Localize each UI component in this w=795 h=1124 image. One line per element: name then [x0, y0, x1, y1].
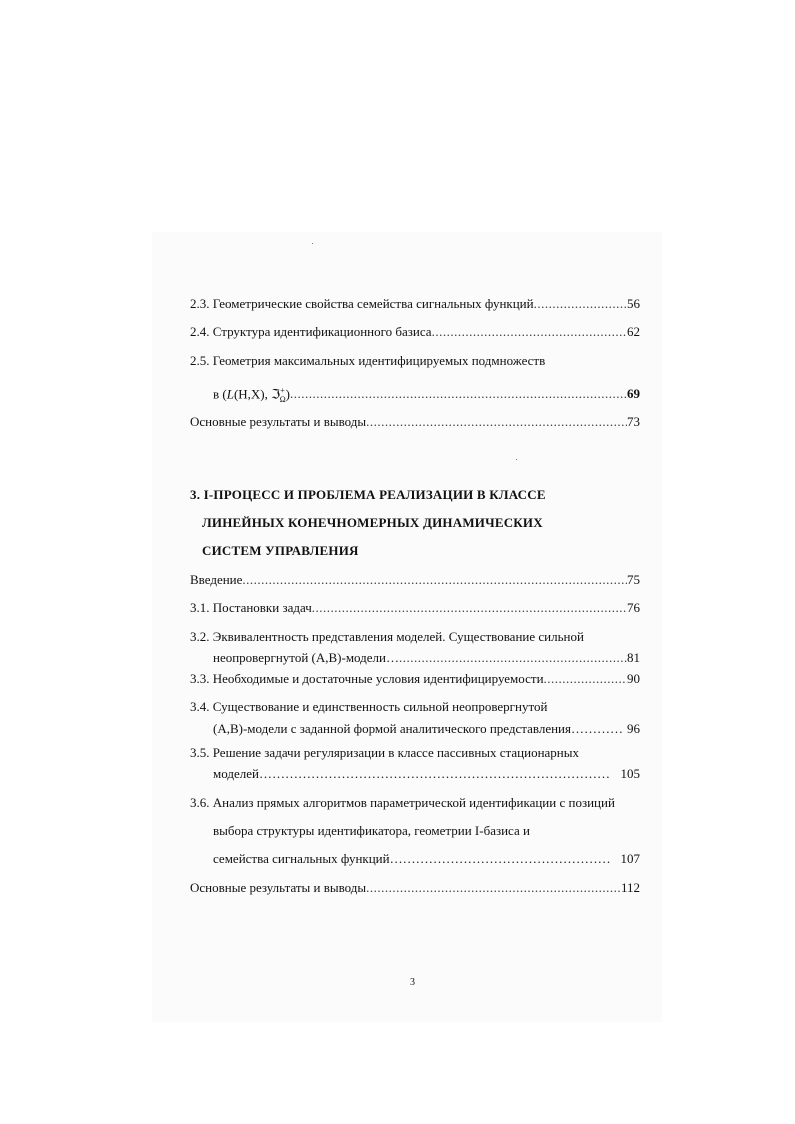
- dot-leader: [544, 671, 627, 687]
- toc-entry-3-5-line2[interactable]: [213, 766, 640, 782]
- toc-entry-page: 76: [627, 600, 640, 615]
- toc-entry-title: семейства сигнальных функций……………………………………………: [213, 851, 611, 866]
- toc-entry-page: 96: [627, 721, 640, 736]
- dot-leader: [290, 386, 627, 402]
- toc-entry-title: 2.4. Структура идентификационного базиса: [190, 324, 432, 339]
- toc-entry-2-5-line1: 2.5. Геометрия максимальных идентифицируемых подмножеств: [190, 353, 546, 368]
- toc-entry-title: Основные результаты и выводы: [190, 880, 367, 895]
- dot-leader: [312, 600, 627, 616]
- toc-entry-title: Основные результаты и выводы: [190, 414, 367, 429]
- toc-entry-page: 90: [627, 671, 640, 686]
- dot-leader: [432, 324, 627, 340]
- toc-entry-title: моделей………………………………………………………………………: [213, 766, 610, 781]
- section-3-heading-line2: ЛИНЕЙНЫХ КОНЕЧНОМЕРНЫХ ДИНАМИЧЕСКИХ: [202, 515, 543, 530]
- toc-entry-results-2[interactable]: [190, 414, 640, 430]
- toc-entry-3-4-line2[interactable]: [213, 721, 640, 737]
- dot-leader: [242, 572, 627, 588]
- toc-entry-page: 75: [627, 572, 640, 587]
- toc-entry-page: 69: [627, 386, 640, 402]
- toc-entry-2-4[interactable]: [190, 324, 640, 340]
- toc-entry-3-6-line2: выбора структуры идентификатора, геометрии I-базиса и: [213, 823, 530, 838]
- toc-entry-title: 2.3. Геометрические свойства семейства сигнальных функций: [190, 296, 534, 311]
- section-3-heading-line1: 3. I-ПРОЦЕСС И ПРОБЛЕМА РЕАЛИЗАЦИИ В КЛАССЕ: [190, 487, 546, 502]
- toc-entry-page: 62: [627, 324, 640, 339]
- section-3-heading-line3: СИСТЕМ УПРАВЛЕНИЯ: [202, 543, 359, 558]
- toc-entry-2-3[interactable]: [190, 296, 640, 312]
- toc-entry-2-5-line2[interactable]: [213, 383, 640, 408]
- scan-speck: [516, 459, 517, 460]
- toc-entry-title: неопровергнутой (A,B)-модели…: [213, 650, 399, 665]
- toc-entry-title: (A,B)-модели с заданной формой аналитического представления…………: [213, 721, 623, 736]
- toc-entry-page: 107: [620, 851, 640, 866]
- toc-entry-results-3[interactable]: [190, 880, 640, 896]
- toc-entry-page: 81: [627, 650, 640, 665]
- toc-entry-3-5-line1: 3.5. Решение задачи регуляризации в классе пассивных стационарных: [190, 745, 579, 760]
- toc-entry-page: 105: [620, 766, 640, 781]
- toc-entry-3-4-line1: 3.4. Существование и единственность сильной неопровергнутой: [190, 699, 548, 714]
- toc-entry-formula: в (L(H,X), ℑ+$_\Omega$): [213, 386, 291, 404]
- toc-entry-3-6-line3[interactable]: [213, 851, 640, 867]
- dot-leader: [534, 296, 627, 312]
- toc-entry-page: 56: [627, 296, 640, 311]
- toc-entry-3-2-line1: 3.2. Эквивалентность представления моделей. Существование сильной: [190, 629, 584, 644]
- toc-entry-page: 112: [620, 880, 640, 895]
- toc-entry-title: 3.3. Необходимые и достаточные условия идентифицируемости: [190, 671, 544, 686]
- page-sheet: [152, 232, 662, 1022]
- toc-entry-3-1[interactable]: [190, 600, 640, 616]
- toc-entry-3-6-line1: 3.6. Анализ прямых алгоритмов параметрической идентификации с позиций: [190, 795, 615, 810]
- toc-entry-title: Введение: [190, 572, 243, 587]
- toc-entry-page: 73: [627, 414, 640, 429]
- dot-leader: [399, 650, 627, 666]
- dot-leader: [366, 880, 621, 896]
- toc-entry-intro[interactable]: [190, 572, 640, 588]
- scan-speck: [312, 243, 313, 244]
- page-number: 3: [410, 977, 415, 988]
- dot-leader: [366, 414, 627, 430]
- toc-entry-3-3[interactable]: [190, 671, 640, 687]
- toc-entry-title: 3.1. Постановки задач: [190, 600, 312, 615]
- toc-entry-3-2-line2[interactable]: [213, 650, 640, 666]
